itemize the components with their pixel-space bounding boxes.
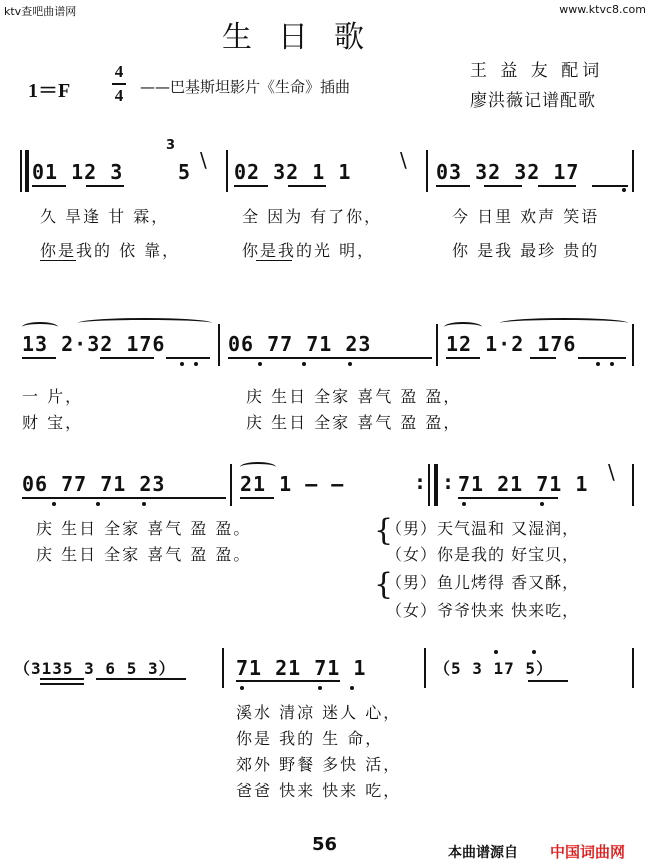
octave-dot [462, 502, 466, 506]
barline-thick [434, 464, 438, 506]
lyric-underline [256, 260, 292, 261]
lyrics-verse-2: 财 宝， [22, 413, 84, 432]
time-signature-bottom: 4 [114, 86, 124, 105]
measure-notes: 21 1 — — [240, 472, 345, 496]
barline [424, 648, 426, 688]
interlude-notes: （3135 3 6 5 3） [14, 659, 176, 678]
lyrics-verse-1: 庆 生日 全家 喜气 盈 盈。 [36, 519, 252, 538]
verse-line: （男）鱼儿烤得 香又酥， [386, 573, 580, 592]
octave-dot [540, 502, 544, 506]
underline-beam [530, 357, 556, 359]
interlude-notes: （5 3 17 5） [434, 659, 554, 678]
grace-note: 5 [178, 160, 192, 184]
measure-notes: 71 21 71 1 [458, 472, 589, 496]
barline [428, 464, 430, 506]
lyricist-credit: 王 益 友 配词 [470, 61, 604, 81]
octave-dot [194, 362, 198, 366]
glissando-mark: \ [608, 460, 615, 484]
barline-thick [25, 150, 29, 192]
octave-dot [532, 650, 536, 654]
measure-notes: 13 2·32 176 [22, 332, 166, 356]
underline-beam [234, 185, 268, 187]
underline-beam [96, 678, 186, 680]
slur [240, 462, 276, 472]
barline [426, 150, 428, 192]
grace-note-mark: 3 [166, 138, 176, 153]
measure-notes: 02 32 1 1 [234, 160, 352, 184]
underline-beam [22, 497, 226, 499]
glissando-mark: \ [400, 148, 407, 172]
underline-beam [528, 680, 568, 682]
underline-beam [86, 185, 124, 187]
barline [436, 324, 438, 366]
octave-dot [348, 362, 352, 366]
measure-notes: 01 12 3 [32, 160, 124, 184]
lyrics-line: 溪水 清凉 迷人 心， [236, 703, 402, 722]
underline-beam [22, 357, 56, 359]
measure-notes: 06 77 71 23 [22, 472, 166, 496]
underline-beam [578, 357, 626, 359]
underline-beam [40, 678, 84, 680]
barline [226, 150, 228, 192]
lyrics-line: 郊外 野餐 多快 活， [236, 755, 402, 774]
lyrics-line: 爸爸 快来 快来 吃， [236, 781, 402, 800]
verse-line: （女）你是我的 好宝贝， [386, 545, 580, 564]
underline-beam [538, 185, 576, 187]
octave-dot [610, 362, 614, 366]
lyric-underline [40, 260, 76, 261]
song-subtitle: ——巴基斯坦影片《生命》插曲 [140, 78, 351, 96]
octave-dot [240, 686, 244, 690]
octave-dot [52, 502, 56, 506]
lyrics-verse-1: 一 片， [22, 387, 84, 406]
octave-dot [494, 650, 498, 654]
underline-beam [484, 185, 522, 187]
octave-dot [622, 188, 626, 192]
barline [632, 464, 634, 506]
lyrics-verse-2: 庆 生日 全家 喜气 盈 盈。 [36, 545, 252, 564]
measure-notes: 12 1·2 176 [446, 332, 577, 356]
lyrics-line: 你是 我的 生 命， [236, 729, 384, 748]
verse-line: （男）天气温和 又湿润， [386, 519, 580, 538]
octave-dot [96, 502, 100, 506]
underline-beam [40, 683, 84, 685]
octave-dot [302, 362, 306, 366]
verse-brace: { [374, 567, 394, 602]
barline [218, 324, 220, 366]
octave-dot [596, 362, 600, 366]
watermark-right: www.ktvc8.com [559, 3, 646, 16]
barline [632, 648, 634, 688]
underline-beam [436, 185, 470, 187]
octave-dot [350, 686, 354, 690]
key-signature: 1＝F [28, 80, 71, 102]
barline [632, 150, 634, 192]
source-label: 本曲谱源自 [448, 845, 518, 861]
slur [22, 322, 58, 332]
underline-beam [592, 185, 628, 187]
repeat-sign: : [414, 470, 428, 494]
slur [78, 318, 212, 328]
barline [20, 150, 22, 192]
measure-notes: 03 32 32 17 [436, 160, 580, 184]
lyrics-verse-2: 你是我的 依 靠， [40, 241, 181, 260]
lyrics-verse-2: 庆 生日 全家 喜气 盈 盈， [246, 413, 462, 432]
lyrics-verse-1: 今 日里 欢声 笑语 [452, 207, 600, 226]
underline-beam [288, 185, 326, 187]
lyrics-verse-2: 你是我的光 明， [242, 241, 376, 260]
song-title: 生日歌 [222, 20, 390, 55]
measure-notes: 71 21 71 1 [236, 656, 367, 680]
watermark-left: ktv查吧曲谱网 [4, 5, 77, 18]
source-site-link[interactable]: 中国词曲网 [550, 843, 626, 861]
octave-dot [318, 686, 322, 690]
verse-line: （女）爷爷快来 快来吃， [386, 601, 580, 620]
lyrics-verse-1: 久 旱逢 甘 霖， [40, 207, 170, 226]
lyrics-verse-1: 庆 生日 全家 喜气 盈 盈， [246, 387, 462, 406]
repeat-sign: : [442, 470, 456, 494]
octave-dot [180, 362, 184, 366]
page-number: 56 [312, 834, 338, 855]
time-signature-line [112, 83, 126, 85]
lyrics-verse-1: 全 因为 有了你， [242, 207, 383, 226]
octave-dot [258, 362, 262, 366]
underline-beam [100, 357, 154, 359]
verse-brace: { [374, 513, 394, 548]
barline [632, 324, 634, 366]
underline-beam [228, 357, 432, 359]
underline-beam [458, 497, 558, 499]
lyrics-verse-2: 你 是我 最珍 贵的 [452, 241, 600, 260]
time-signature-top: 4 [114, 62, 124, 81]
measure-notes: 06 77 71 23 [228, 332, 372, 356]
underline-beam [32, 185, 66, 187]
underline-beam [236, 680, 340, 682]
barline [222, 648, 224, 688]
octave-dot [142, 502, 146, 506]
slur [444, 322, 482, 332]
slur [500, 318, 628, 328]
underline-beam [166, 357, 210, 359]
underline-beam [240, 497, 274, 499]
underline-beam [446, 357, 480, 359]
glissando-mark: \ [200, 148, 207, 172]
barline [230, 464, 232, 506]
arranger-credit: 廖洪薇记谱配歌 [470, 91, 596, 111]
